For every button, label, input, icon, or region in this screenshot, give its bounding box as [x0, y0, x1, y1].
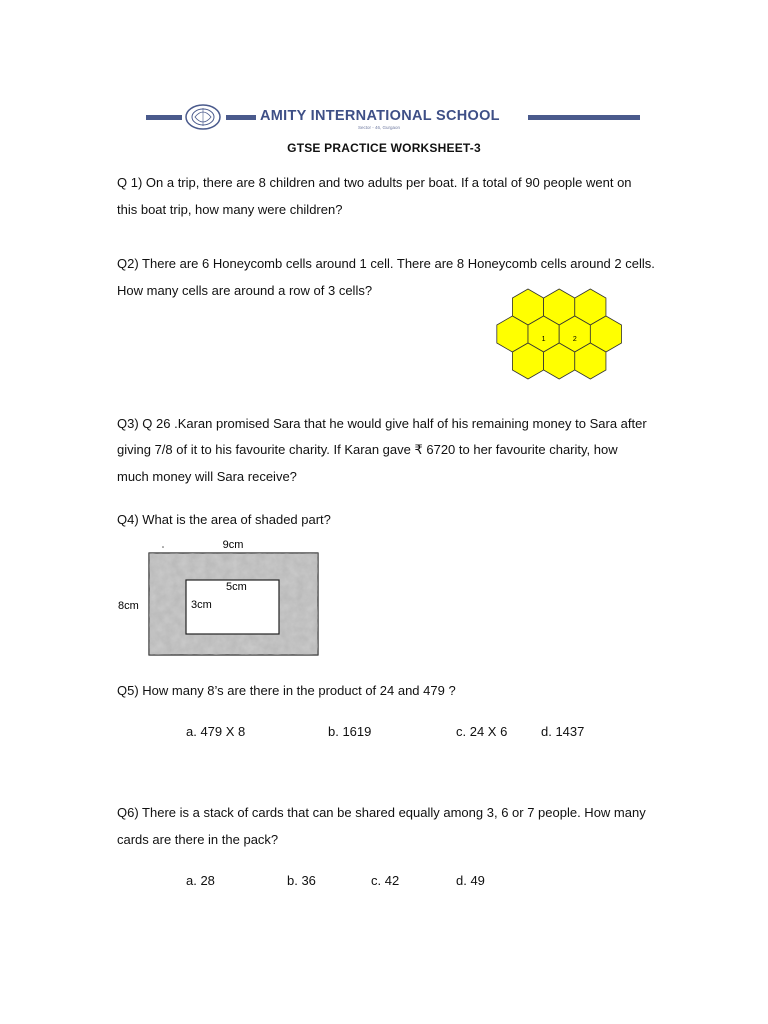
honeycomb-diagram	[493, 288, 633, 394]
honeycomb-cell-label: 2	[572, 336, 577, 343]
q6-choice-a: a. 28	[186, 873, 215, 888]
q6-choice-b: b. 36	[287, 873, 316, 888]
q5-choice-b: b. 1619	[328, 724, 372, 739]
q5-choice-c: c. 24 X 6	[456, 724, 508, 739]
worksheet-title: GTSE PRACTICE WORKSHEET-3	[287, 141, 481, 155]
honeycomb-cell-label: 1	[541, 336, 546, 343]
q2-text-line-2: How many cells are around a row of 3 cells?	[117, 283, 373, 298]
inner-height-label: 3cm	[191, 599, 212, 611]
school-logo-icon	[184, 104, 222, 130]
q6-text-line-2: cards are there in the pack?	[117, 832, 279, 847]
q2-text-line-1: Q2) There are 6 Honeycomb cells around 1 cell. There are 8 Honeycomb cells around 2 cells.	[117, 256, 655, 271]
inner-width-label: 5cm	[226, 581, 247, 593]
q3-text-line-1: Q3) Q 26 .Karan promised Sara that he would give half of his remaining money to Sara after	[117, 416, 647, 431]
q3-text-line-2: giving 7/8 of it to his favourite charity. If Karan gave ₹ 6720 to her favourite charity, how	[117, 442, 618, 457]
q6-text-line-1: Q6) There is a stack of cards that can be shared equally among 3, 6 or 7 people. How many	[117, 805, 646, 820]
q6-choice-d: d. 49	[456, 873, 485, 888]
q5-choice-a: a. 479 X 8	[186, 724, 246, 739]
outer-height-label: 8cm	[118, 600, 139, 612]
q1-text-line-2: this boat trip, how many were children?	[117, 202, 343, 217]
school-name: AMITY INTERNATIONAL SCHOOL	[260, 108, 500, 124]
q1-text-line-1: Q 1) On a trip, there are 8 children and two adults per boat. If a total of 90 people went on	[117, 175, 632, 190]
banner-stripe	[226, 115, 256, 120]
shaded-area-diagram	[114, 536, 324, 660]
q6-choice-c: c. 42	[371, 873, 400, 888]
outer-width-label: 9cm	[222, 539, 244, 551]
school-header-banner	[146, 104, 640, 134]
q3-text-line-3: much money will Sara receive?	[117, 469, 297, 484]
school-address: Sector - 46, Gurgaon	[358, 125, 401, 130]
q5-choice-d: d. 1437	[541, 724, 585, 739]
banner-stripe	[146, 115, 182, 120]
q5-text-line-1: Q5) How many 8’s are there in the product of 24 and 479 ?	[117, 683, 456, 698]
q4-text-line-1: Q4) What is the area of shaded part?	[117, 512, 331, 527]
banner-stripe	[528, 115, 640, 120]
